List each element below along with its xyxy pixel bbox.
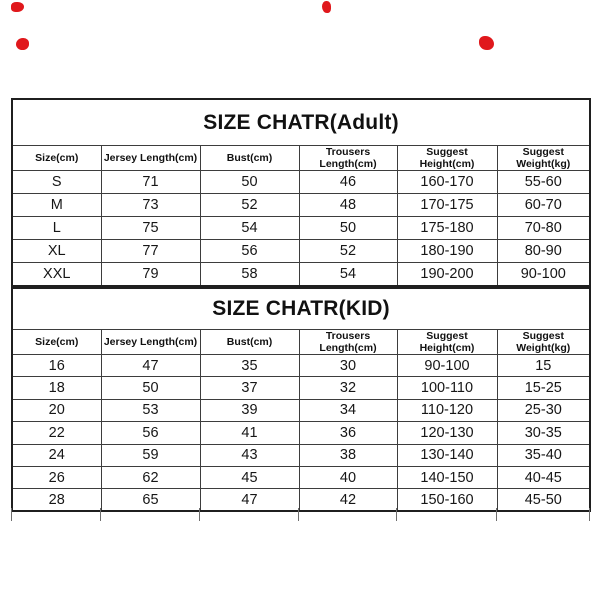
table-cell: 79: [101, 263, 200, 286]
table-header-row: [12, 330, 590, 355]
table-cell: 15-25: [497, 377, 590, 399]
table-cell: 60-70: [497, 194, 590, 217]
table-cell: 50: [200, 171, 299, 194]
table-cell: 46: [299, 171, 397, 194]
table-border-stub: [396, 508, 397, 521]
table-cell: 30-35: [497, 422, 590, 444]
table-cell: 15: [497, 355, 590, 377]
table-row: [12, 377, 590, 399]
table-cell: 170-175: [397, 194, 497, 217]
table-cell: 59: [101, 444, 200, 466]
table-cell: 90-100: [397, 355, 497, 377]
table-header-row: [12, 146, 590, 171]
table-cell: 130-140: [397, 444, 497, 466]
table-cell: 75: [101, 217, 200, 240]
table-cell: 56: [101, 422, 200, 444]
table-cell: 16: [12, 355, 101, 377]
table-cell: 22: [12, 422, 101, 444]
column-header: Jersey Length(cm): [101, 146, 200, 171]
table-cell: 45-50: [497, 489, 590, 511]
table-title: SIZE CHATR(KID): [12, 288, 590, 330]
table-title: SIZE CHATR(Adult): [12, 99, 590, 146]
table-cell: 52: [200, 194, 299, 217]
table-row: [12, 263, 590, 286]
table-row: [12, 240, 590, 263]
table-row: [12, 422, 590, 444]
kid-size-table: [11, 287, 589, 512]
table-cell: 24: [12, 444, 101, 466]
table-cell: 47: [200, 489, 299, 511]
table-cell: 58: [200, 263, 299, 286]
column-header: Bust(cm): [200, 330, 299, 355]
table-cell: 36: [299, 422, 397, 444]
table-cell: 52: [299, 240, 397, 263]
column-header: Suggest Height(cm): [397, 146, 497, 171]
column-header: Size(cm): [12, 146, 101, 171]
column-header: Jersey Length(cm): [101, 330, 200, 355]
table-cell: S: [12, 171, 101, 194]
column-header: Trousers Length(cm): [299, 146, 397, 171]
table-row: [12, 171, 590, 194]
table-cell: L: [12, 217, 101, 240]
table-cell: 18: [12, 377, 101, 399]
table-border-stub: [589, 508, 590, 521]
table-cell: 45: [200, 466, 299, 488]
table-row: [12, 355, 590, 377]
cropped-row-stubs: [11, 508, 589, 522]
table-cell: 53: [101, 399, 200, 421]
table-cell: 120-130: [397, 422, 497, 444]
table-cell: 30: [299, 355, 397, 377]
table-cell: 35-40: [497, 444, 590, 466]
red-fragment: [322, 1, 331, 13]
table-row: [12, 466, 590, 488]
table-cell: 38: [299, 444, 397, 466]
table-border-stub: [298, 508, 299, 521]
table-cell: 35: [200, 355, 299, 377]
table-cell: M: [12, 194, 101, 217]
column-header: Bust(cm): [200, 146, 299, 171]
table-cell: 48: [299, 194, 397, 217]
table-cell: XL: [12, 240, 101, 263]
table-cell: 56: [200, 240, 299, 263]
column-header: Suggest Weight(kg): [497, 330, 590, 355]
table-row: [12, 194, 590, 217]
table-row: [12, 399, 590, 421]
table-cell: 26: [12, 466, 101, 488]
red-fragment: [11, 2, 24, 12]
table-cell: 100-110: [397, 377, 497, 399]
table-cell: 71: [101, 171, 200, 194]
adult-size-table: [11, 98, 589, 287]
table-border-stub: [100, 508, 101, 521]
table-cell: 80-90: [497, 240, 590, 263]
table-cell: 70-80: [497, 217, 590, 240]
red-fragment: [16, 38, 29, 50]
table-cell: 180-190: [397, 240, 497, 263]
table-cell: 110-120: [397, 399, 497, 421]
table-border-stub: [11, 508, 12, 521]
column-header: Suggest Height(cm): [397, 330, 497, 355]
table-cell: 175-180: [397, 217, 497, 240]
table-cell: 42: [299, 489, 397, 511]
table-border-stub: [199, 508, 200, 521]
table-cell: 50: [101, 377, 200, 399]
column-header: Suggest Weight(kg): [497, 146, 590, 171]
table-cell: 37: [200, 377, 299, 399]
table-cell: 39: [200, 399, 299, 421]
table-cell: 65: [101, 489, 200, 511]
table-cell: 41: [200, 422, 299, 444]
kid-size-table-grid: [11, 287, 591, 512]
table-cell: 47: [101, 355, 200, 377]
table-border-stub: [496, 508, 497, 521]
table-cell: 43: [200, 444, 299, 466]
table-cell: 90-100: [497, 263, 590, 286]
table-cell: 77: [101, 240, 200, 263]
table-cell: 160-170: [397, 171, 497, 194]
table-cell: XXL: [12, 263, 101, 286]
table-cell: 54: [200, 217, 299, 240]
table-title-row: [12, 288, 590, 330]
table-cell: 73: [101, 194, 200, 217]
red-fragment: [479, 36, 494, 50]
table-cell: 25-30: [497, 399, 590, 421]
adult-size-table-grid: [11, 98, 591, 287]
column-header: Size(cm): [12, 330, 101, 355]
table-cell: 28: [12, 489, 101, 511]
table-cell: 54: [299, 263, 397, 286]
table-row: [12, 444, 590, 466]
table-cell: 40: [299, 466, 397, 488]
table-cell: 34: [299, 399, 397, 421]
table-title-row: [12, 99, 590, 146]
table-cell: 140-150: [397, 466, 497, 488]
table-cell: 190-200: [397, 263, 497, 286]
table-cell: 50: [299, 217, 397, 240]
table-cell: 20: [12, 399, 101, 421]
table-row: [12, 217, 590, 240]
column-header: Trousers Length(cm): [299, 330, 397, 355]
table-cell: 55-60: [497, 171, 590, 194]
table-cell: 62: [101, 466, 200, 488]
table-cell: 32: [299, 377, 397, 399]
table-cell: 40-45: [497, 466, 590, 488]
table-cell: 150-160: [397, 489, 497, 511]
